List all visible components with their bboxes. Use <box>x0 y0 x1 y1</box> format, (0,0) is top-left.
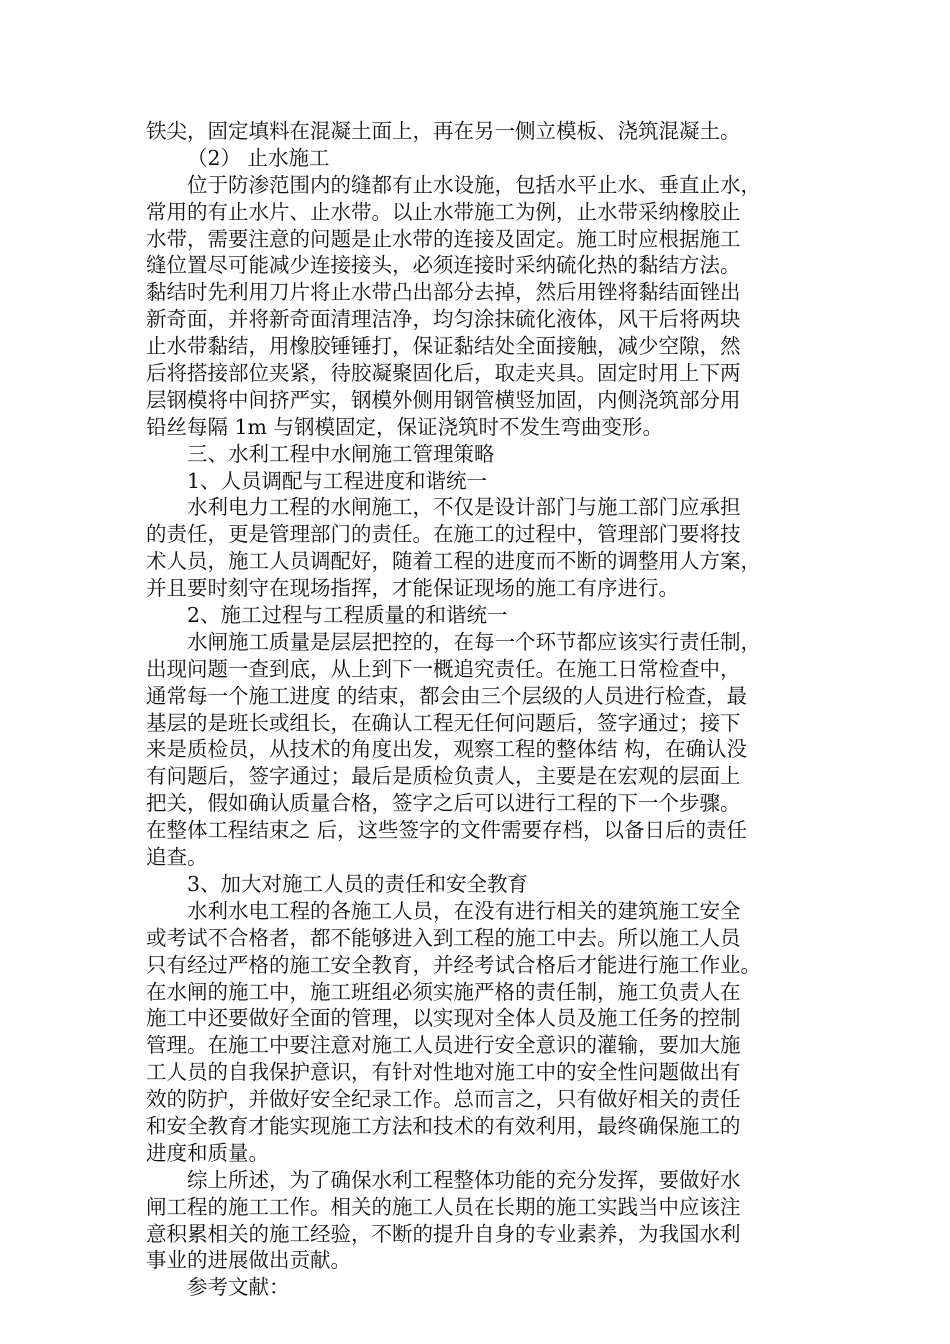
text-line: 并且要时刻守在现场指挥，才能保证现场的施工有序进行。 <box>146 576 679 601</box>
text-line: 铅丝每隔 1m 与钢模固定，保证浇筑时不发生弯曲变形。 <box>146 414 664 439</box>
text-line: 或考试不合格者，都不能够进入到工程的施工中去。所以施工人员 <box>146 925 741 950</box>
text-line: 层钢模将中间挤严实，钢模外侧用钢管横竖加固，内侧浇筑部分用 <box>146 387 741 412</box>
text-line: 常用的有止水片、止水带。以止水带施工为例，止水带采纳橡胶止 <box>146 199 741 224</box>
text-line: （2） 止水施工 <box>187 145 330 170</box>
text-line: 意积累相关的施工经验，不断的提升自身的专业素养，为我国水利 <box>146 1221 741 1246</box>
text-line: 水闸施工质量是层层把控的，在每一个环节都应该实行责任制， <box>187 629 761 654</box>
text-line: 在整体工程结束之 后，这些签字的文件需要存档，以备日后的责任 <box>146 818 748 843</box>
text-line: 闸工程的施工工作。相关的施工人员在长期的施工实践当中应该注 <box>146 1194 741 1219</box>
document-body <box>146 118 806 1301</box>
text-line: 黏结时先利用刀片将止水带凸出部分去掉，然后用锉将黏结面锉出 <box>146 280 741 305</box>
text-line: 参考文献： <box>187 1275 290 1300</box>
text-line: 止水带黏结，用橡胶锤锤打，保证黏结处全面接触，减少空隙，然 <box>146 334 741 359</box>
text-line: 2、施工过程与工程质量的和谐统一 <box>187 603 508 628</box>
text-line: 施工中还要做好全面的管理，以实现对全体人员及施工任务的控制 <box>146 1006 741 1031</box>
text-line: 水利电力工程的水闸施工，不仅是设计部门与施工部门应承担 <box>187 495 741 520</box>
text-line: 1、人员调配与工程进度和谐统一 <box>187 468 488 493</box>
text-line: 的责任，更是管理部门的责任。在施工的过程中，管理部门要将技 <box>146 522 741 547</box>
text-line: 有问题后，签字通过；最后是质检负责人，主要是在宏观的层面上 <box>146 764 741 789</box>
text-line: 在水闸的施工中，施工班组必须实施严格的责任制，施工负责人在 <box>146 979 741 1004</box>
text-line: 水带，需要注意的问题是止水带的连接及固定。施工时应根据施工 <box>146 226 741 251</box>
text-line: 新奇面，并将新奇面清理洁净，均匀涂抹硫化液体，风干后将两块 <box>146 307 741 332</box>
text-line: 后将搭接部位夹紧，待胶凝聚固化后，取走夹具。固定时用上下两 <box>146 361 741 386</box>
text-line: 把关，假如确认质量合格，签字之后可以进行工程的下一个步骤。 <box>146 791 741 816</box>
text-line: 管理。在施工中要注意对施工人员进行安全意识的灌输，要加大施 <box>146 1033 741 1058</box>
text-line: 3、加大对施工人员的责任和安全教育 <box>187 871 529 896</box>
text-line: 和安全教育才能实现施工方法和技术的有效利用，最终确保施工的 <box>146 1113 741 1138</box>
text-line: 进度和质量。 <box>146 1140 269 1165</box>
text-line: 效的防护，并做好安全纪录工作。总而言之，只有做好相关的责任 <box>146 1087 741 1112</box>
text-line: 来是质检员，从技术的角度出发，观察工程的整体结 构，在确认没 <box>146 737 748 762</box>
text-line: 铁尖，固定填料在混凝土面上，再在另一侧立模板、浇筑混凝土。 <box>146 119 741 143</box>
text-line: 追查。 <box>146 845 208 870</box>
text-line: 通常每一个施工进度 的结束，都会由三个层级的人员进行检查，最 <box>146 683 748 708</box>
text-line: 事业的进展做出贡献。 <box>146 1248 351 1273</box>
text-line: 工人员的自我保护意识，有针对性地对施工中的安全性问题做出有 <box>146 1060 741 1085</box>
text-line: 水利水电工程的各施工人员，在没有进行相关的建筑施工安全 <box>187 898 741 923</box>
text-line: 三、水利工程中水闸施工管理策略 <box>187 441 495 466</box>
text-line: 术人员，施工人员调配好，随着工程的进度而不断的调整用人方案， <box>146 549 761 574</box>
text-line: 位于防渗范围内的缝都有止水设施，包括水平止水、垂直止水， <box>187 172 761 197</box>
text-line: 基层的是班长或组长，在确认工程无任何问题后，签字通过；接下 <box>146 710 741 735</box>
text-line: 只有经过严格的施工安全教育，并经考试合格后才能进行施工作业。 <box>146 952 761 977</box>
text-line: 缝位置尽可能减少连接接头，必须连接时采纳硫化热的黏结方法。 <box>146 253 741 278</box>
text-line: 综上所述，为了确保水利工程整体功能的充分发挥，要做好水 <box>187 1167 741 1192</box>
text-line: 出现问题一查到底，从上到下一概追究责任。在施工日常检查中， <box>146 656 741 681</box>
